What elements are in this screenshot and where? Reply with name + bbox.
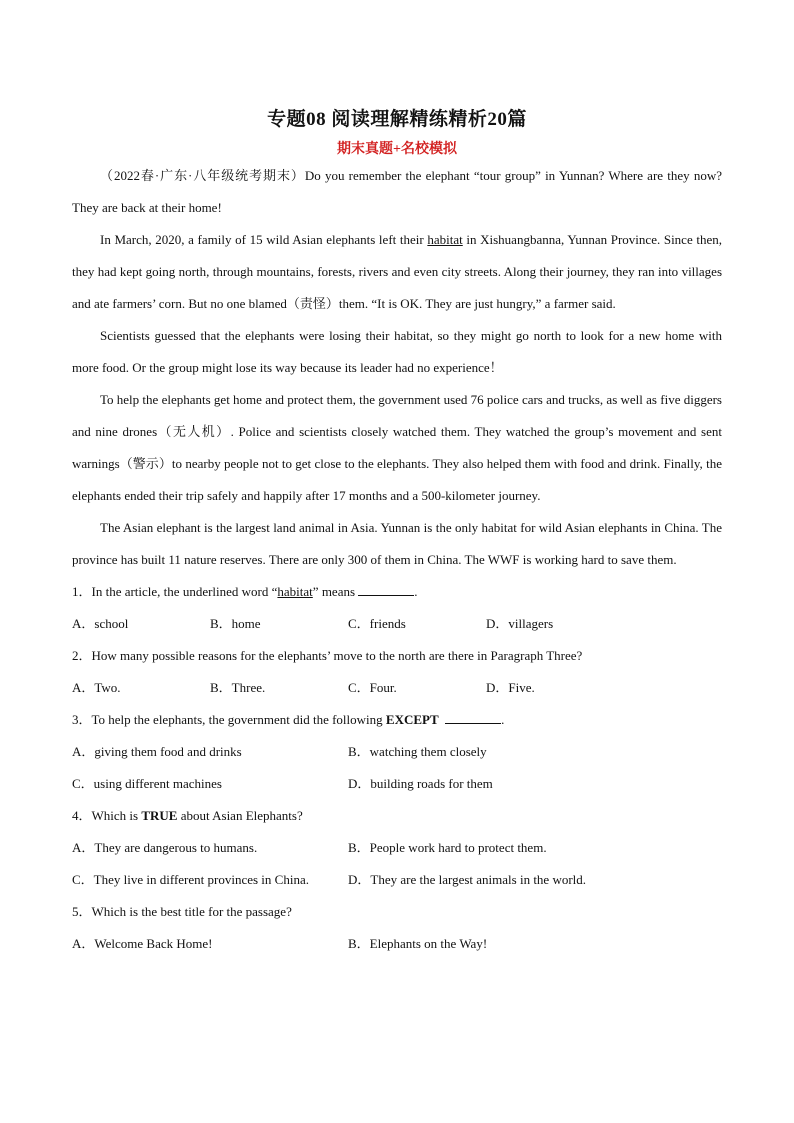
option-a[interactable]: A．school — [72, 616, 129, 631]
option-c[interactable]: C．They live in different provinces in China. — [72, 872, 309, 887]
passage-paragraph-1: （2022春·广东·八年级统考期末）Do you remember the elephant “tour group” in Yunnan? Where are they now? They are back at their home! — [72, 168, 722, 215]
option-a[interactable]: A．They are dangerous to humans. — [72, 840, 258, 855]
text-span: . — [414, 584, 418, 599]
answer-blank[interactable] — [358, 583, 414, 596]
option-b[interactable]: B．Three. — [210, 680, 266, 695]
option-d[interactable]: D．building roads for them — [348, 776, 493, 791]
option-d[interactable]: D．They are the largest animals in the world. — [348, 872, 587, 887]
question-4-options-row-1 — [72, 832, 722, 864]
option-a[interactable]: A．giving them food and drinks — [72, 744, 242, 759]
passage-paragraph-4: To help the elephants get home and protect them, the government used 76 police cars and trucks, as well as five diggers and nine drones（无人机）. Police and scientists closely watched them. They watched the group’s movement and sent warnings（警示）to nearby people not to get close to the elephants. They also helped them with food and drink. Finally, the elephants ended their trip safely and happily after 17 months and a 500-kilometer journey. — [72, 392, 722, 503]
option-c[interactable]: C．Four. — [348, 680, 397, 695]
option-b[interactable]: B．home — [210, 616, 261, 631]
underlined-word: habitat — [427, 232, 463, 247]
question-4 — [72, 800, 722, 832]
text-span: 1．In the article, the underlined word “ — [72, 584, 278, 599]
question-5: 5．Which is the best title for the passage? — [72, 904, 292, 919]
page-subtitle: 期末真题+名校模拟 — [337, 142, 457, 157]
question-1-options — [72, 608, 722, 640]
answer-blank[interactable] — [445, 711, 501, 724]
underlined-word: habitat — [277, 584, 313, 599]
option-a[interactable]: A．Two. — [72, 680, 121, 695]
emphasis-word: EXCEPT — [385, 712, 439, 727]
passage-paragraph-5: The Asian elephant is the largest land animal in Asia. Yunnan is the only habitat for wild Asian elephants in China. The province has built 11 nature reserves. There are only 300 of them in China. The WWF is working hard to save them. — [72, 520, 722, 567]
option-a[interactable]: A．Welcome Back Home! — [72, 936, 213, 951]
text-span: 3．To help the elephants, the government did the following — [72, 712, 386, 727]
option-d[interactable]: D．Five. — [486, 680, 535, 695]
option-b[interactable]: B．People work hard to protect them. — [348, 840, 547, 855]
text-span: In March, 2020, a family of 15 wild Asian elephants left their — [100, 232, 428, 247]
text-span: in Xishuangbanna, Yunnan Province. Since then, they had kept going north, through mountains, forests, rivers and even city streets. Along their journey, they ran into villages and ate farmers’ corn. But no one blamed（责怪）them. “It is OK. They are just hungry,” a farmer said. — [72, 232, 722, 311]
question-3 — [72, 704, 722, 736]
text-span: . — [501, 712, 505, 727]
option-b[interactable]: B．Elephants on the Way! — [348, 936, 488, 951]
option-b[interactable]: B．watching them closely — [348, 744, 487, 759]
question-4-options-row-2 — [72, 864, 722, 896]
option-c[interactable]: C．using different machines — [72, 776, 222, 791]
option-c[interactable]: C．friends — [348, 616, 406, 631]
text-span: ” means — [312, 584, 359, 599]
question-1 — [72, 576, 722, 608]
question-3-options-row-2 — [72, 768, 722, 800]
question-3-options-row-1 — [72, 736, 722, 768]
text-span: about Asian Elephants? — [177, 808, 303, 823]
option-d[interactable]: D．villagers — [486, 616, 554, 631]
passage-paragraph-3: Scientists guessed that the elephants were losing their habitat, so they might go north to look for a new home with more food. Or the group might lose its way because its leader had no experience！ — [72, 328, 722, 375]
emphasis-word: TRUE — [141, 808, 178, 823]
question-5-options — [72, 928, 722, 960]
reading-content — [72, 160, 722, 960]
question-2-options — [72, 672, 722, 704]
page-title: 专题08 阅读理解精练精析20篇 — [267, 109, 527, 130]
question-2: 2．How many possible reasons for the elephants’ move to the north are there in Paragraph Three? — [72, 648, 583, 663]
text-span: 4．Which is — [72, 808, 142, 823]
passage-paragraph-2 — [72, 224, 722, 320]
